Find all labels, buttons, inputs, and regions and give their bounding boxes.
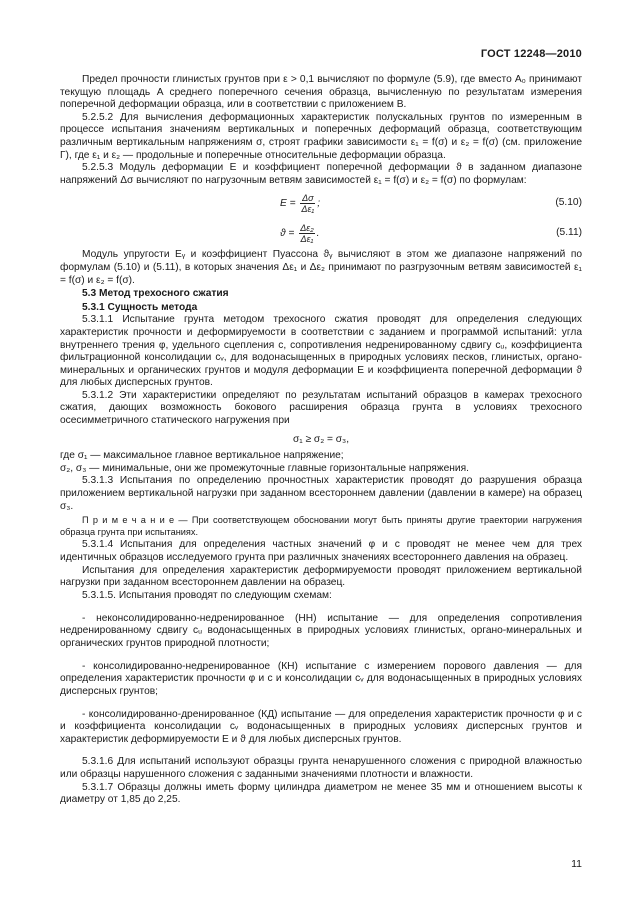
formula-5-11 <box>60 221 582 247</box>
paragraph: 5.2.5.3 Модуль деформации E и коэффициент поперечной деформации ϑ в заданном диапазоне напряжений Δσ вычисляют по нагрузочным ветвям зависимостей ε₁ = f(σ) и ε₂ = f(σ) по формулам: <box>60 162 582 186</box>
paragraph: 5.2.5.2 Для вычисления деформационных характеристик полускальных грунтов по измеренным в процессе испытания значениям вертикальных и поперечных деформаций образца, соответствующим различным вертикальным напряжениям σ, строят графики зависимости ε₁ = f(σ) и ε₂ = f(σ) (см. приложение Г), где ε₁ и ε₂ — продольные и поперечные относительные деформации образца. <box>60 111 582 161</box>
paragraph: 5.3.1.7 Образцы должны иметь форму цилиндра диаметром не менее 35 мм и отношением высоты к диаметру от 1,85 до 2,25. <box>60 781 582 806</box>
formula-5-10 <box>60 191 582 217</box>
paragraph: 5.3.1.6 Для испытаний используют образцы грунта ненарушенного сложения с природной влажностью или образцы нарушенного сложения с заданными значениями плотности и влажности. <box>60 756 582 781</box>
inequality-formula: σ₁ ≥ σ₂ = σ₃, <box>292 433 350 445</box>
formula-lhs: ϑ = <box>280 228 295 240</box>
page-body <box>60 74 582 807</box>
legend-line: σ₂, σ₃ — минимальные, они же промежуточные главные горизонтальные напряжения. <box>60 462 469 474</box>
page-number: 11 <box>571 858 582 870</box>
legend-line: где σ₁ — максимальное главное вертикальное напряжение; <box>60 450 344 462</box>
formula-expression <box>280 223 320 244</box>
section-heading: 5.3 Метод трехосного сжатия <box>82 288 229 300</box>
paragraph: 5.3.1.3 Испытания по определению прочностных характеристик проводят до разрушения образца приложением вертикальной нагрузки при заданном всестороннем давлении (давлении в камере) на образец σ₃. <box>60 475 582 512</box>
list-item: - консолидированно-дренированное (КД) испытание — для определения характеристик прочности φ и c и коэффициента консолидации cᵥ водонасыщенных в природных условиях дисперсных грунтов и характеристик деформируемости E и ϑ для любых дисперсных грунтов. <box>60 708 582 745</box>
paragraph: Модуль упругости Eᵧ и коэффициент Пуассона ϑᵧ вычисляют в этом же диапазоне напряжений по формулам (5.10) и (5.11), в которых значения Δε₁ и Δε₂ принимают по разгрузочным ветвям зависимостей ε₁ = f(σ) и ε₂ = f(σ). <box>60 249 582 286</box>
list-item: - неконсолидированно-недренированное (НН) испытание — для определения сопротивления недренированному сдвигу cᵤ водонасыщенных в природных условиях глинистых, органо-минеральных и органических грунтов природной плотности; <box>60 612 582 649</box>
paragraph: Предел прочности глинистых грунтов при ε > 0,1 вычисляют по формуле (5.9), где вместо A₀ принимают текущую площадь A среднего поперечного сечения образца, вычисленную по результатам измерения поперечной деформации образца, или в соответствии с приложением В. <box>60 74 582 111</box>
formula-expression <box>280 193 320 214</box>
formula-denominator: Δε₁ <box>300 234 314 245</box>
document-standard-id: ГОСТ 12248—2010 <box>480 48 582 60</box>
formula-number: (5.11) <box>556 227 582 239</box>
formula-tail: . <box>316 228 320 240</box>
formula-tail: ; <box>317 198 321 210</box>
formula-numerator: Δσ <box>302 193 314 204</box>
paragraph: 5.3.1.2 Эти характеристики определяют по результатам испытаний образцов в камерах трехосного сжатия, дающих возможность бокового расширения образца грунта в условиях трехосного осесимметричного статического нагружения при <box>60 389 582 427</box>
formula-fraction <box>299 223 314 244</box>
formula-numerator: Δε₂ <box>300 223 314 234</box>
paragraph: 5.3.1.5. Испытания проводят по следующим схемам: <box>82 589 332 601</box>
formula-number: (5.10) <box>555 197 582 209</box>
paragraph: 5.3.1.4 Испытания для определения частных значений φ и c проводят не менее чем для трех идентичных образцов исследуемого грунта при различных значениях всестороннего давления на образец. <box>60 539 582 563</box>
subsection-heading: 5.3.1 Сущность метода <box>82 301 198 313</box>
formula-denominator: Δε₁ <box>301 204 315 215</box>
note: П р и м е ч а н и е — При соответствующем обосновании могут быть приняты другие траектории нагружения образца грунта при испытаниях. <box>60 515 582 537</box>
paragraph: 5.3.1.1 Испытание грунта методом трехосного сжатия проводят для определения следующих характеристик прочности и деформируемости в соответствии с заданием и программой испытаний: угла внутреннего трения φ, удельного сцепления c, сопротивления недренированному сдвигу cᵤ, коэффициента фильтрационной консолидации cᵥ, для водонасыщенных в природных условиях песков, глинистых, органо-минеральных и органических грунтов и модуля деформации E и коэффициента поперечной деформации ϑ для любых дисперсных грунтов. <box>60 314 582 389</box>
paragraph: Испытания для определения характеристик деформируемости проводят приложением вертикальной нагрузки при заданном всестороннем давлении на образец. <box>60 564 582 589</box>
formula-fraction <box>300 193 315 214</box>
formula-lhs: E = <box>280 198 296 210</box>
list-item: - консолидированно-недренированное (КН) испытание с измерением порового давления — для определения характеристик прочности φ и c и консолидации cᵥ для водонасыщенных в природных условиях дисперсных грунтов; <box>60 660 582 697</box>
